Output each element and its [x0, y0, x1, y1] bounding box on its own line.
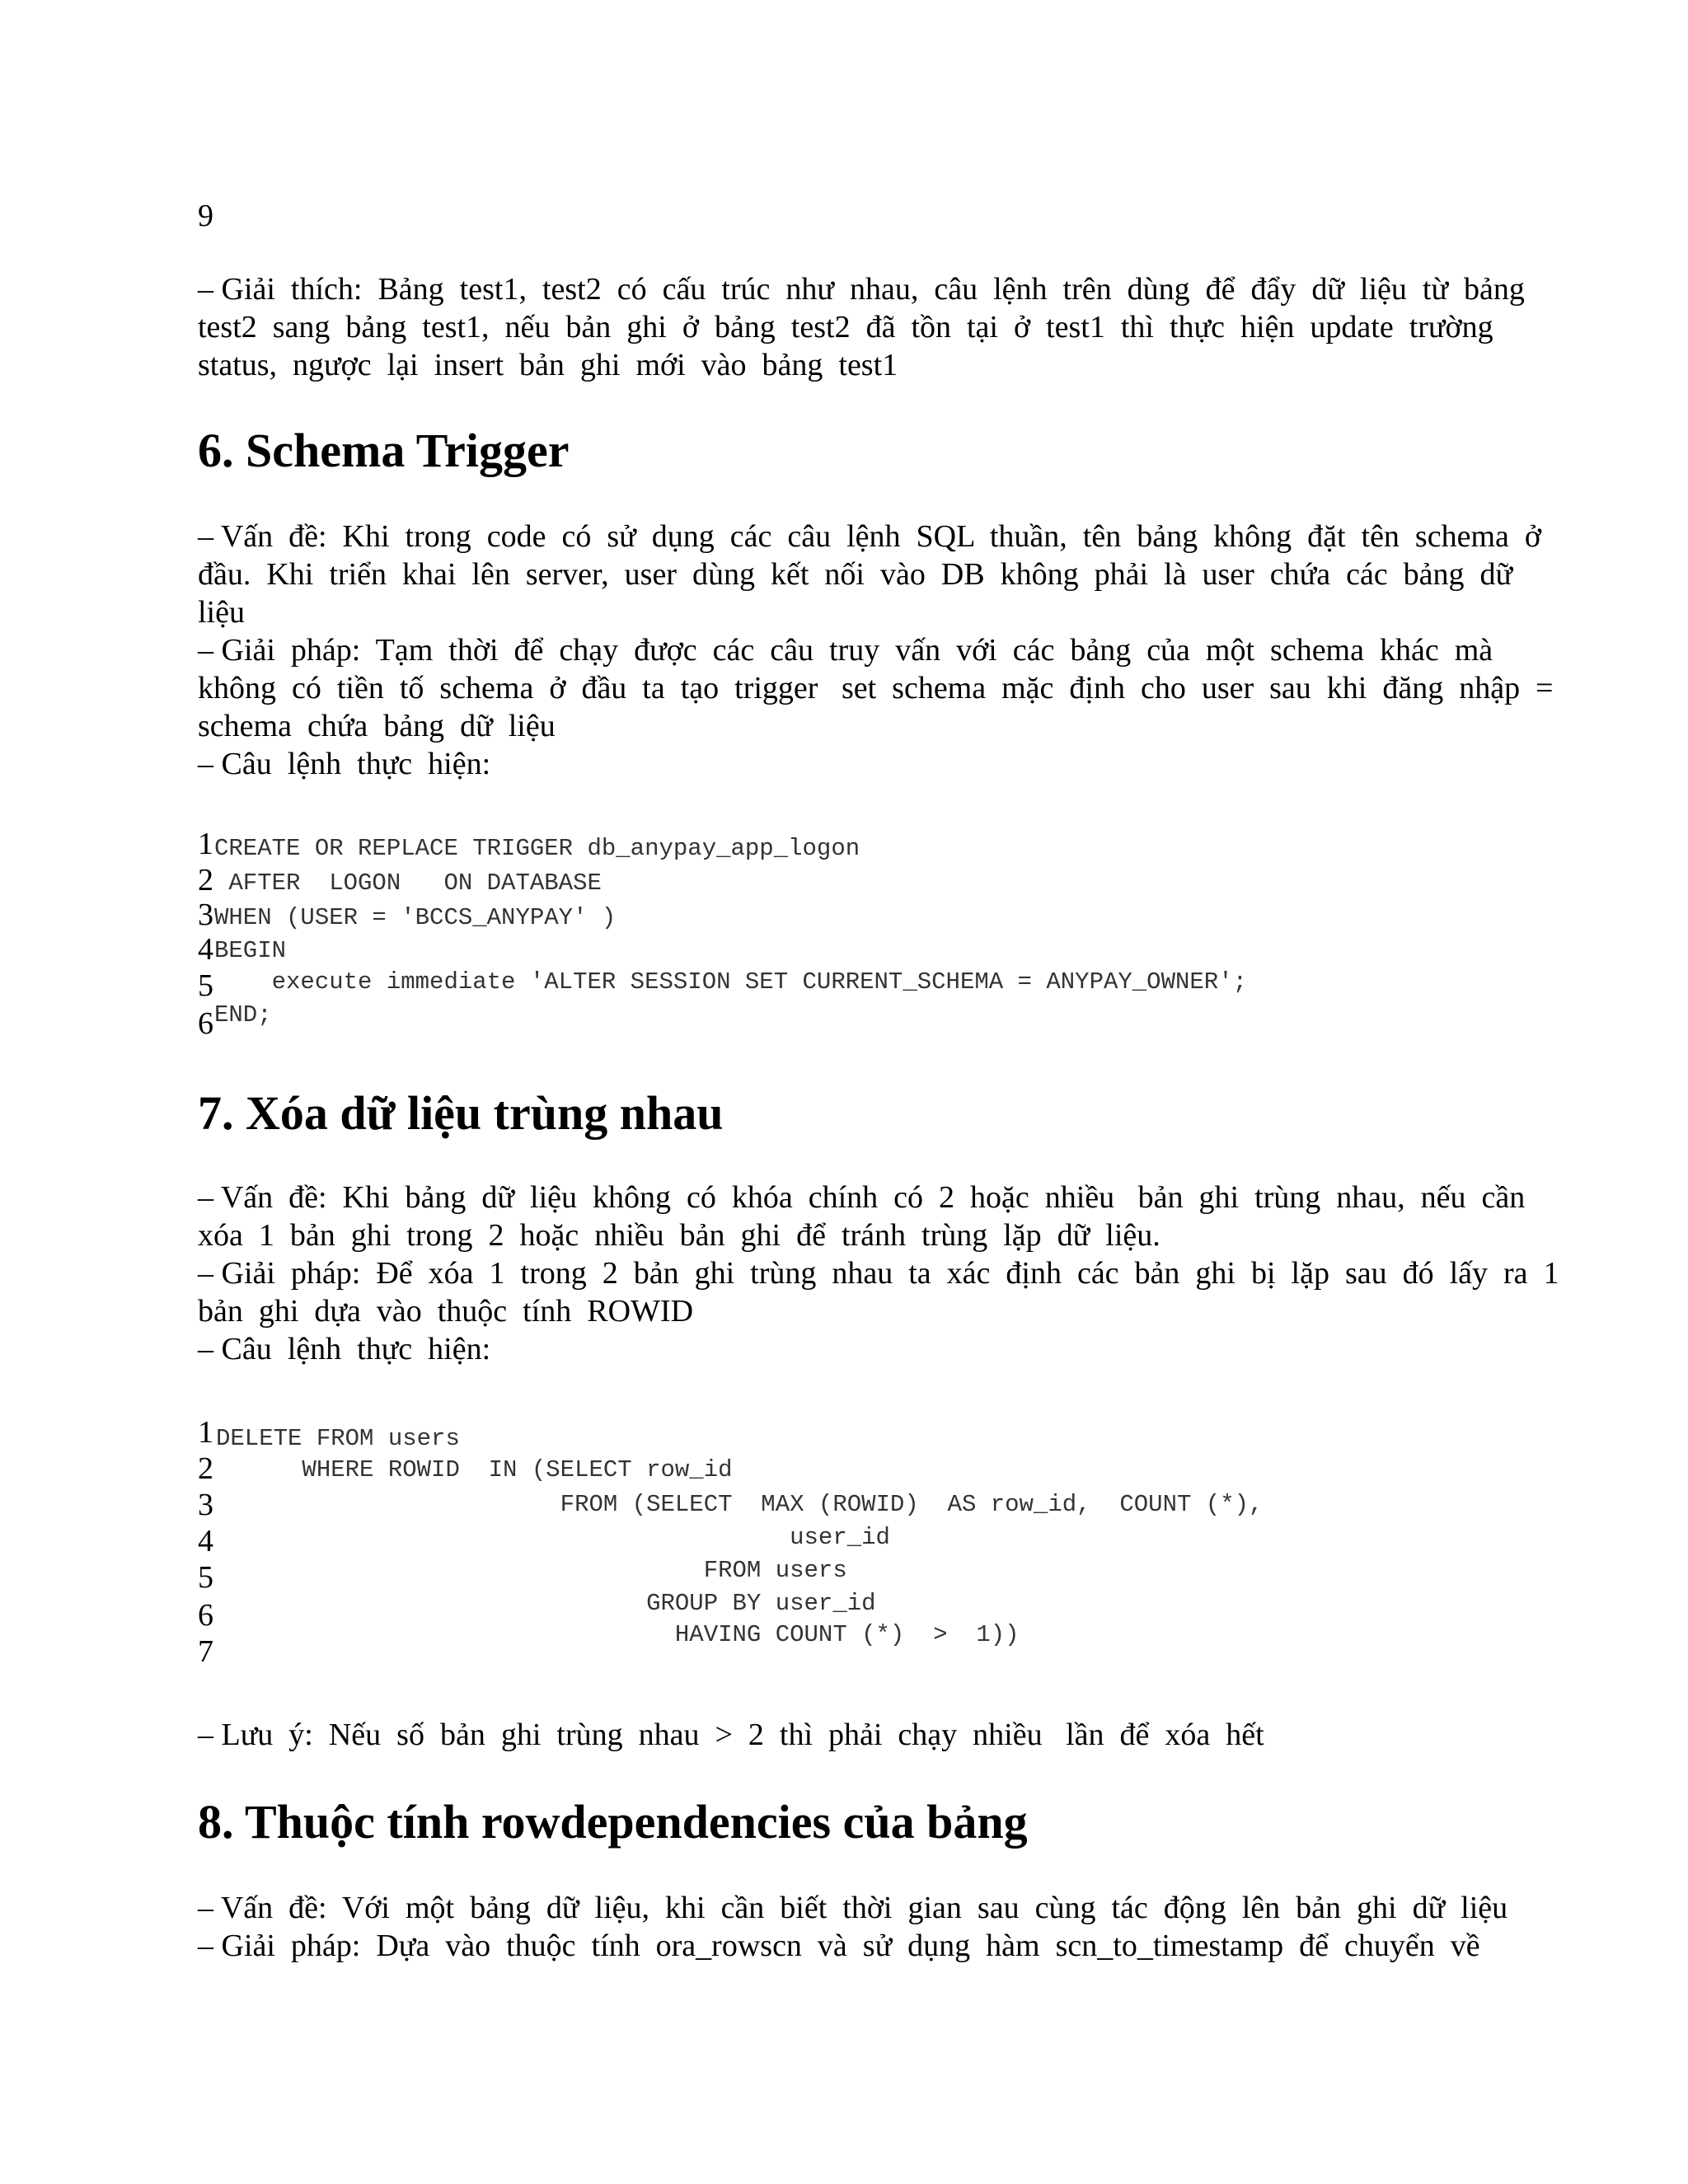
- text-line: – Vấn đề: Với một bảng dữ liệu, khi cần biết thời gian sau cùng tác động lên bản ghi dữ liệu: [198, 1891, 1508, 1925]
- text-line: – Câu lệnh thực hiện:: [198, 747, 491, 781]
- text-line: schema chứa bảng dữ liệu: [198, 709, 556, 743]
- note-paragraph: [198, 1716, 1467, 1754]
- text-line: test2 sang bảng test1, nếu bản ghi ở bảng test2 đã tồn tại ở test1 thì thực hiện update trường: [198, 310, 1493, 344]
- code-text: HAVING COUNT (*) > 1)): [216, 1621, 1020, 1648]
- line-number: 4: [198, 1524, 213, 1558]
- code-text: WHERE ROWID IN (SELECT row_id: [216, 1456, 733, 1483]
- statement-label: [198, 745, 1467, 783]
- text-line: – Giải thích: Bảng test1, test2 có cấu trúc như nhau, câu lệnh trên dùng để đẩy dữ liệu từ bảng: [198, 272, 1525, 307]
- line-number: 2: [198, 863, 213, 898]
- text-line: status, ngược lại insert bản ghi mới vào bảng test1: [198, 348, 898, 382]
- code-text: END;: [214, 1001, 272, 1029]
- line-number: 6: [198, 1598, 213, 1633]
- solution-paragraph: [198, 1927, 1480, 1965]
- section-heading-schema-trigger: 6. Schema Trigger: [198, 424, 570, 477]
- code-text: FROM users: [216, 1557, 847, 1584]
- code-line: [198, 1621, 1517, 1669]
- code-line: [198, 898, 1517, 931]
- statement-label: [198, 1330, 1467, 1368]
- line-number: 2: [198, 1451, 213, 1486]
- line-number: 5: [198, 1560, 213, 1595]
- code-line: [198, 864, 1517, 897]
- text-line: – Lưu ý: Nếu số bản ghi trùng nhau > 2 thì phải chạy nhiều lần để xóa hết: [198, 1718, 1264, 1752]
- solution-paragraph: [198, 631, 1554, 745]
- text-line: – Câu lệnh thực hiện:: [198, 1332, 491, 1366]
- page-number: 9: [198, 199, 213, 233]
- code-line: [198, 1415, 1517, 1452]
- code-text: DELETE FROM users: [216, 1425, 460, 1452]
- code-line: [198, 933, 1517, 966]
- text-line: – Giải pháp: Để xóa 1 trong 2 bản ghi trùng nhau ta xác định các bản ghi bị lặp sau đó lấy ra 1: [198, 1256, 1559, 1291]
- line-number: 7: [198, 1634, 213, 1669]
- text-line: bản ghi dựa vào thuộc tính ROWID: [198, 1294, 694, 1329]
- text-line: – Giải pháp: Dựa vào thuộc tính ora_rowscn và sử dụng hàm scn_to_timestamp để chuyển về: [198, 1929, 1480, 1963]
- code-text: AFTER LOGON ON DATABASE: [214, 869, 602, 897]
- code-text: WHEN (USER = 'BCCS_ANYPAY' ): [214, 904, 617, 931]
- code-line: [198, 1001, 1517, 1041]
- problem-paragraph: [198, 1889, 1508, 1927]
- code-line: [198, 1488, 1517, 1521]
- problem-paragraph: [198, 1179, 1526, 1254]
- line-number: 3: [198, 898, 213, 932]
- code-line: [198, 1452, 1517, 1485]
- line-number: 4: [198, 932, 213, 967]
- code-text: execute immediate 'ALTER SESSION SET CURRENT_SCHEMA = ANYPAY_OWNER';: [214, 968, 1248, 996]
- code-line: [198, 827, 1517, 860]
- text-line: đầu. Khi triển khai lên server, user dùng kết nối vào DB không phải là user chứa các bảng dữ: [198, 557, 1513, 592]
- text-line: không có tiền tố schema ở đầu ta tạo trigger set schema mặc định cho user sau khi đăng nhập =: [198, 671, 1554, 705]
- line-number: 1: [198, 1415, 213, 1450]
- code-text: user_id: [216, 1524, 890, 1551]
- solution-paragraph: [198, 1254, 1559, 1330]
- intro-paragraph: [198, 270, 1525, 384]
- code-text: BEGIN: [214, 937, 287, 964]
- line-number: 1: [198, 827, 213, 861]
- problem-paragraph: [198, 518, 1541, 631]
- line-number: 5: [198, 968, 213, 1003]
- text-line: – Vấn đề: Khi trong code có sử dụng các câu lệnh SQL thuần, tên bảng không đặt tên schema ở: [198, 519, 1541, 554]
- code-text: FROM (SELECT MAX (ROWID) AS row_id, COUNT (*),: [216, 1491, 1264, 1518]
- line-number: 6: [198, 1006, 213, 1041]
- code-text: CREATE OR REPLACE TRIGGER db_anypay_app_logon: [214, 835, 860, 862]
- text-line: – Vấn đề: Khi bảng dữ liệu không có khóa chính có 2 hoặc nhiều bản ghi trùng nhau, nếu cần: [198, 1180, 1526, 1215]
- section-heading-rowdependencies: 8. Thuộc tính rowdependencies của bảng: [198, 1795, 1028, 1849]
- code-line: [198, 969, 1517, 1002]
- section-heading-delete-duplicates: 7. Xóa dữ liệu trùng nhau: [198, 1086, 724, 1140]
- line-number: 3: [198, 1488, 213, 1522]
- text-line: – Giải pháp: Tạm thời để chạy được các câu truy vấn với các bảng của một schema khác mà: [198, 633, 1493, 668]
- text-line: liệu: [198, 595, 245, 630]
- text-line: xóa 1 bản ghi trong 2 hoặc nhiều bản ghi để tránh trùng lặp dữ liệu.: [198, 1218, 1160, 1253]
- code-line: [198, 1525, 1517, 1558]
- code-text: GROUP BY user_id: [216, 1590, 876, 1617]
